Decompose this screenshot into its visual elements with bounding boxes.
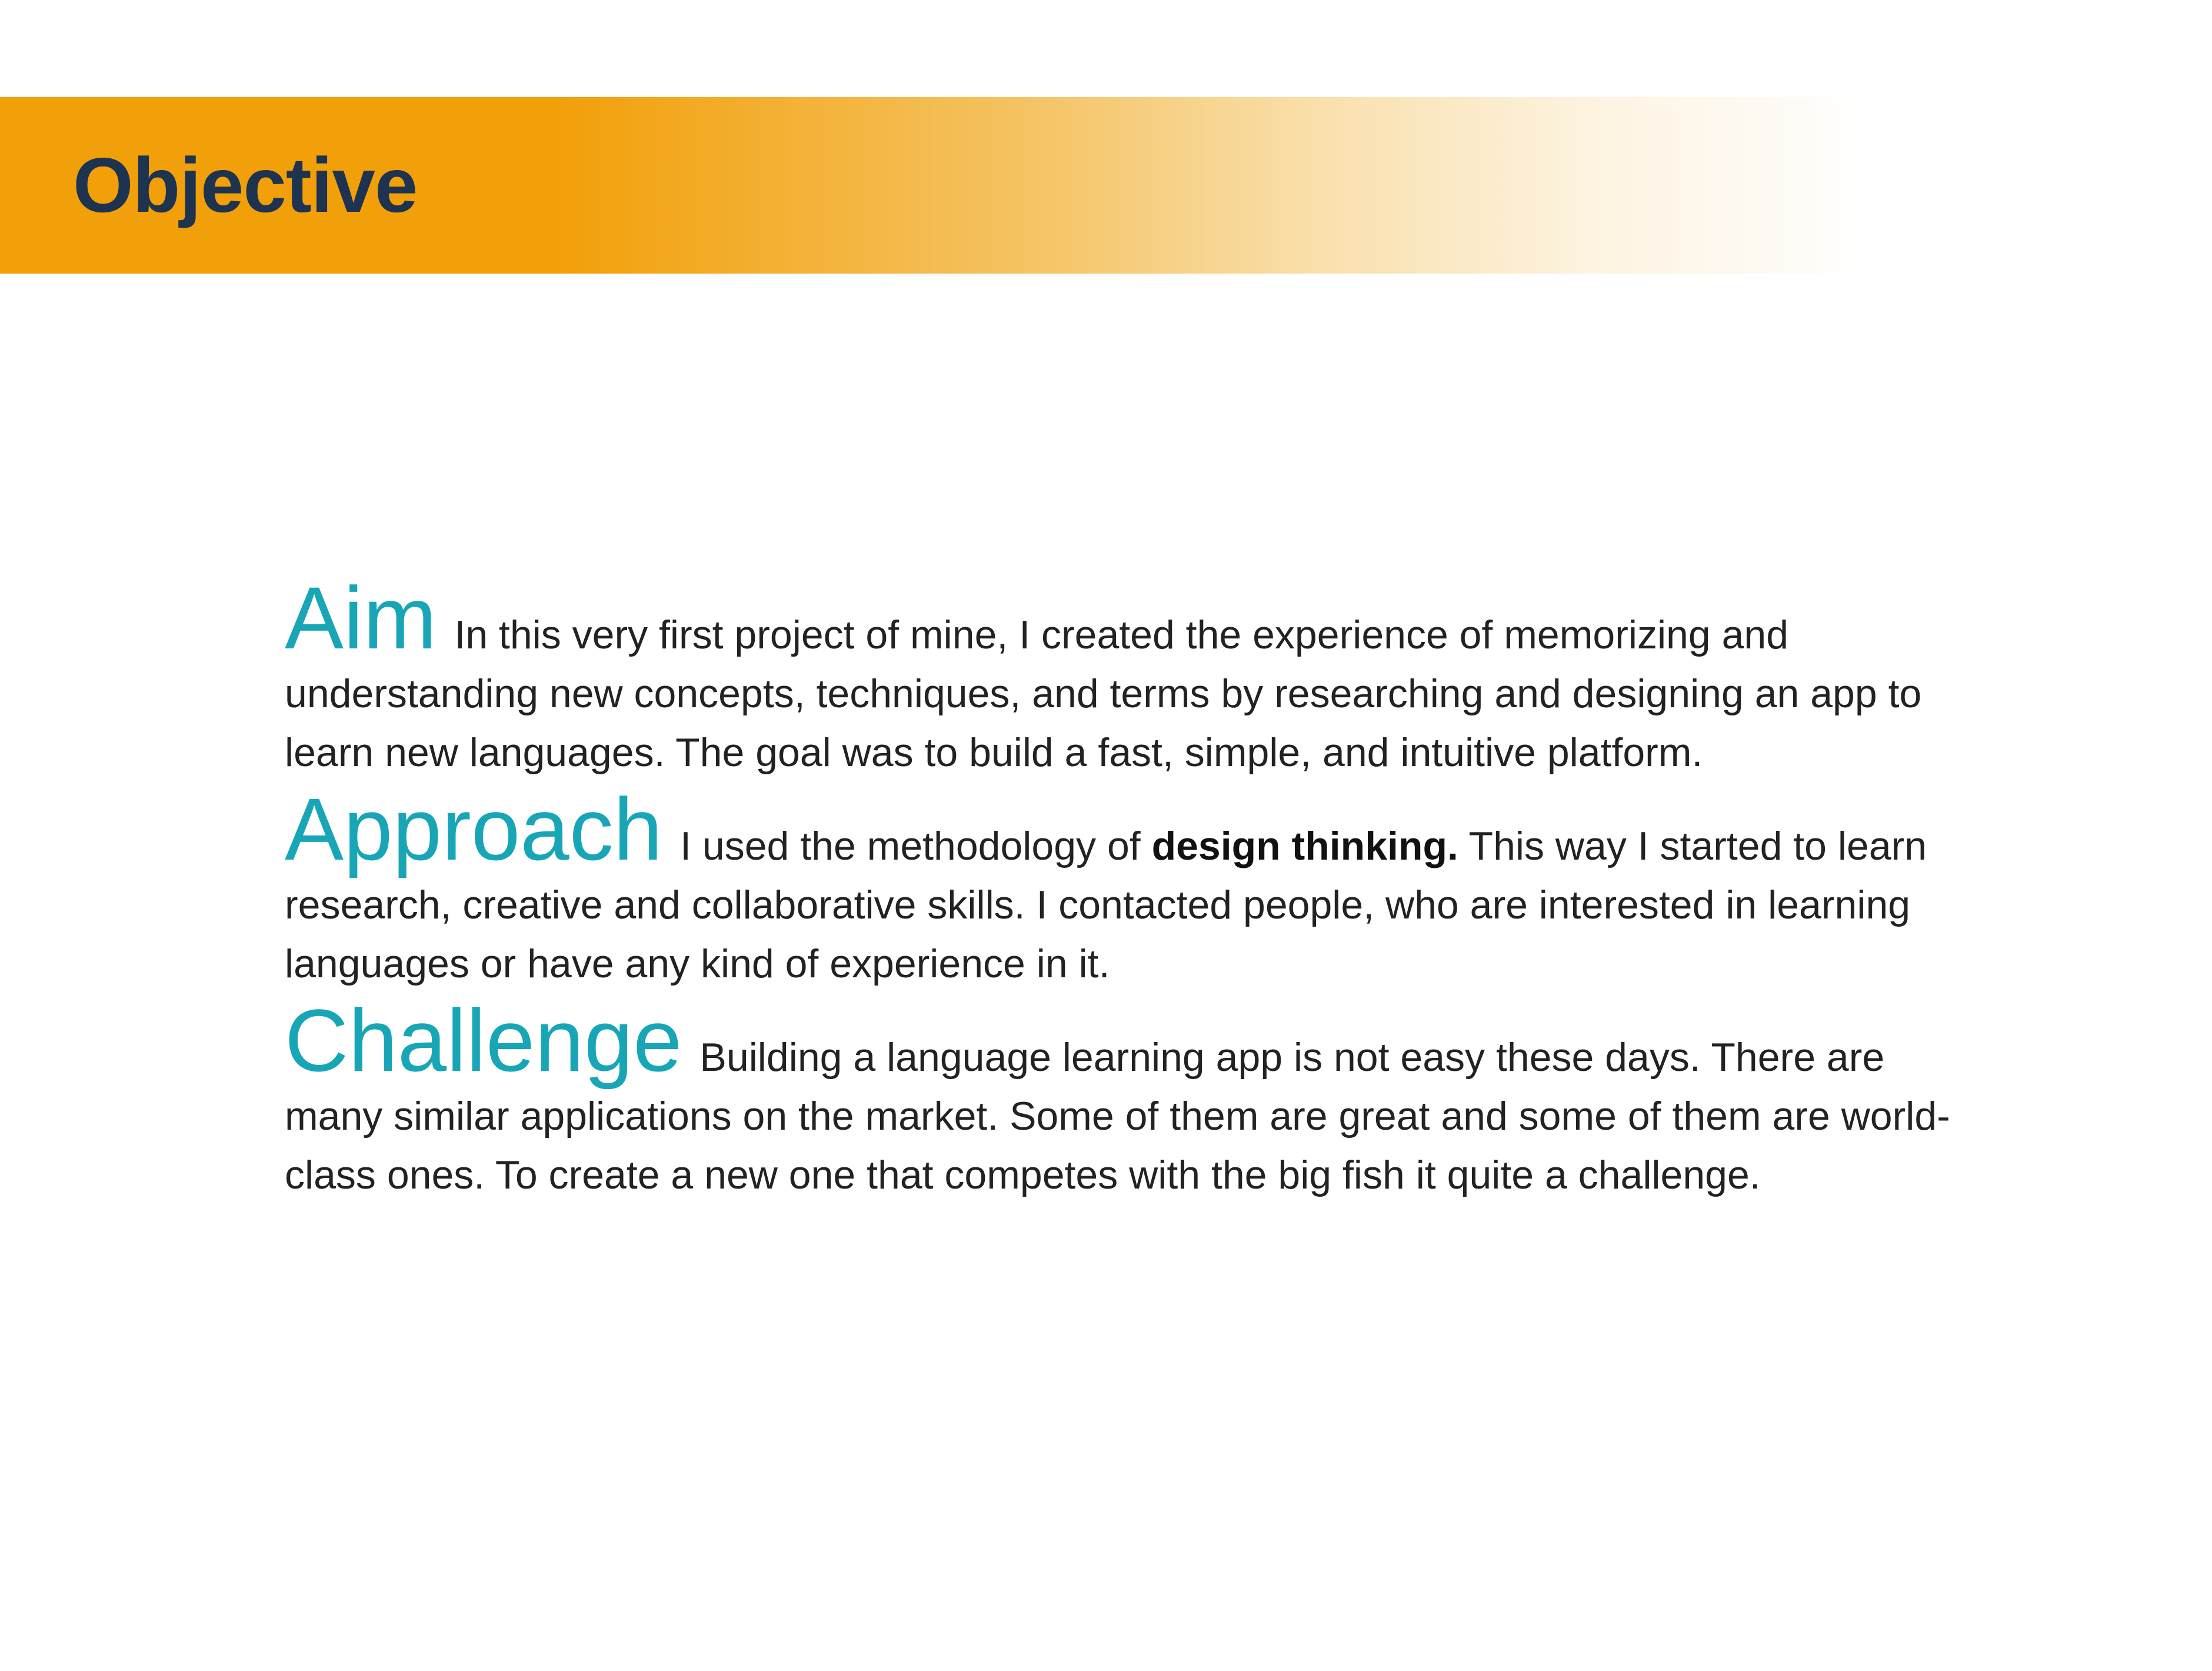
aim-section — [285, 568, 1956, 782]
aim-text: In this very first project of mine, I created the experience of memorizing and understanding new concepts, techniques, and terms by researching and designing an app to learn new languages. The goal was to build a fast, simple, and intuitive platform. — [285, 613, 1922, 775]
challenge-text: Building a language learning app is not easy these days. There are many similar applications on the market. Some of them are great and some of them are world-class ones. To create a new one that competes with the big fish it quite a challenge. — [285, 1035, 1950, 1197]
approach-section — [285, 780, 1956, 993]
page-title: Objective — [73, 142, 418, 228]
objective-banner — [0, 97, 1871, 274]
aim-heading: Aim — [285, 568, 437, 667]
objective-content — [285, 568, 1956, 1222]
approach-text-bold: design thinking. — [1151, 824, 1458, 868]
approach-heading: Approach — [285, 780, 663, 878]
challenge-heading: Challenge — [285, 991, 682, 1090]
approach-text-before: I used the methodology of — [680, 824, 1152, 868]
approach-text-after: This way I started to learn research, creative and collaborative skills. I contacted people, who are interested in learning languages or have any kind of experience in it. — [285, 824, 1927, 986]
challenge-section — [285, 991, 1956, 1204]
